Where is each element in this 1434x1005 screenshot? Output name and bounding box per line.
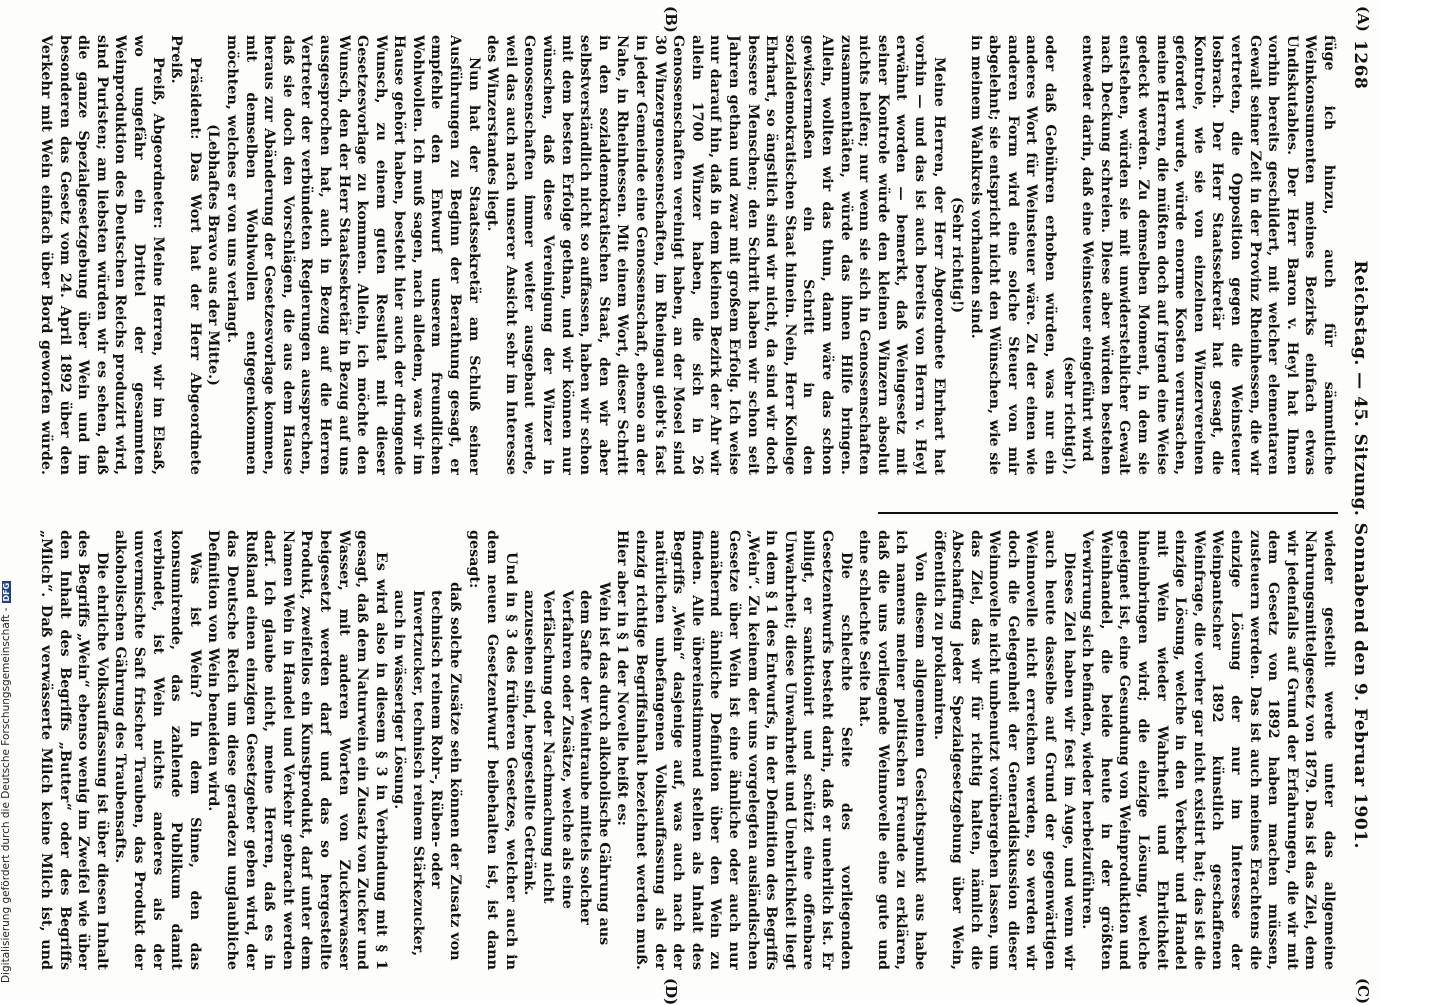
right-column-paragraph: Von diesem allgemeinen Gesichtspunkt aus habe ich namens meiner politischen Freunde zu erklären, daß die uns vorliegende Weinnovelle eine gute und eine schlechte Seite hat. bbox=[856, 530, 928, 970]
right-column-paragraph: Es wird also in diesem § 3 in Verbindung mit § 1 gesagt, daß dem Naturwein ein Zusatz von Zucker und Wasser, mit anderen Worten von Zuckerwasser beigesetzt werden darf und das so hergestellte Produkt, zweifellos ein Kunstprodukt, darf unter dem Namen Wein in Handel und Verkehr gebracht werden darf. Ich glaube nicht, meine Herren, daß es in Rußland einen einzigen Gesetzgeber geben wird, der das Deutsche Reich um diese geradezu unglaubliche Definition von Wein beneiden wird. bbox=[205, 530, 389, 970]
digitization-credit bbox=[0, 583, 16, 983]
left-column-paragraph: (Lebhaftes Bravo aus der Mitte.) bbox=[205, 124, 222, 386]
margin-marker-d: (D) bbox=[662, 978, 680, 1005]
margin-marker-b: (B) bbox=[662, 6, 680, 33]
right-column-paragraph: Die schlechte Seite des vorliegenden Gesetzentwurfs besteht darin, daß er unehrlich ist. Er billigt, er sanktionirt und schützt eine offenbare Unwahrheit; diese Unwahrheit und Unehrlichkeit liegt in dem § 1 des Entwurfs, in der Definition des Begriffs „Wein“. Zu keinem der uns vorgelegten ausländischen Gesetze über Wein ist eine ähnliche oder auch nur annähernd ähnliche Definition über den Wein zu finden. Alle übereinstimmend stellen als Inhalt des Begriffs „Wein“ dasjenige auf, was auch nach der natürlichen unbefangenen Volksauffassung als der einzig richtige Begriffsinhalt bezeichnet werden muß. Hier aber in § 1 der Novelle heißt es: bbox=[614, 530, 854, 970]
page-number: 1268 bbox=[1350, 40, 1370, 90]
margin-marker-a: (A) bbox=[1354, 6, 1372, 32]
right-column-paragraph: Die ehrliche Volksauffassung ist über diesen Inhalt des Begriffs „Wein“ ebenso wenig im Zweifel wie über den Inhalt des Begriffs „Butter“ oder des Begriffs „Milch“. Daß verwässerte Milch keine Milch ist, und bbox=[38, 530, 110, 970]
left-text-column bbox=[38, 35, 1338, 475]
running-title: Reichstag. — 45. Sitzung. Sonnabend den 9. Februar 1901. bbox=[1350, 260, 1370, 849]
right-text-column bbox=[38, 530, 1338, 970]
column-divider bbox=[878, 512, 1338, 514]
left-column-paragraph: Nun hat der Staatssekretär am Schluß seiner Ausführungen zu Beginn der Berathung gesagt, er empfehle den Entwurf unserem freundlichen Wohlwollen. Ich muß sagen, nach alledem, was wir im Hause gehört haben, besteht hier auch der dringende Wunsch, zu einem guten Resultat mit dieser Gesetzesvorlage zu kommen. Allein, ich möchte den Wunsch, den der Herr Staatssekretär in Bezug auf uns ausgesprochen hat, auch in Bezug auf die Herren Vertreter der verbündeten Regierungen aussprechen, daß sie doch den Vorschlägen, die aus dem Hause heraus zur Abänderung der Gesetzesvorlage kommen, mit demselben Wohlwollen entgegenkommen möchten, welches er von uns verlangt. bbox=[223, 35, 482, 475]
right-column-paragraph: daß solche Zusätze sein können der Zusatz von technisch reinem Rohr-, Rüben- oder Invertzucker, technisch reinem Stärkezucker, auch in wässeriger Lösung. bbox=[391, 582, 464, 961]
left-column-paragraph: Präsident: Das Wort hat der Herr Abgeordnete Preiß. bbox=[168, 35, 203, 475]
credit-text: Digitalisierung gefördert durch die Deutsche Forschungsgemeinschaft - bbox=[0, 607, 12, 983]
right-column-paragraph: Was ist Wein? In dem Sinne, den das konsumirende, das zahlende Publikum damit verbindet, ist Wein nichts anderes als der unvermischte Saft frischer Trauben, das Produkt der alkoholischen Gährung des Traubensafts. bbox=[112, 530, 203, 970]
left-column-paragraph: füge ich hinzu, auch für sämmtliche Weinkonsumenten meines Bezirks einfach etwas Undiskutables. Der Herr Baron v. Heyl hat Ihnen vorhin bereits geschildert, mit welcher elementaren Gewalt seiner Zeit in der Provinz Rheinhessen, die wir vertreten, die Opposition gegen die Weinsteuer losbrach. Der Herr Staatssekretär hat gesagt, die Kontrole, wie sie von einzelnen Winzervereinen gefordert wurde, würde enorme Kosten verursachen, meine Herren, die müßten doch auf irgend eine Weise gedeckt werden. Zu demselben Moment, in dem sie entstehen, würden sie mit unwiderstehlicher Gewalt nach Deckung schreien. Diese aber würden bestehen entweder darin, daß eine Weinsteuer eingeführt wird bbox=[1079, 35, 1337, 475]
right-column-paragraph: wieder gestellt werde unter das allgemeine Nahrungsmittelgesetz von 1879. Das ist das Ziel, dem wir jedenfalls auf Grund der Erfahrungen, die wir mit dem Gesetz von 1892 haben machen müssen, zusteuern werden. Das ist auch meines Erachtens die einzige Lösung der nur im Interesse der Weinpantscher 1892 künstlich geschaffenen Weinfrage, die vorher gar nicht existirt hat; das ist die einzige Lösung, welche in den Verkehr und Handel mit Wein wieder Wahrheit und Ehrlichkeit hineinbringen wird; die einzige Lösung, welche geeignet ist, eine Gesundung von Weinproduktion und Weinhandel, die beide heute in der größten Verwirrung sich befinden, wieder herbeizuführen. bbox=[1079, 530, 1337, 970]
left-column-paragraph: (Sehr richtig!) bbox=[949, 196, 966, 314]
margin-marker-c: (C) bbox=[1354, 978, 1372, 1005]
right-column-paragraph: Wein ist das durch alkoholische Gährung aus dem Safte der Weintraube mittels solcher Verfahren oder Zusätze, welche als eine Verfälschung oder Nachmachung nicht anzusehen sind, hergestellte Getränk. bbox=[521, 582, 612, 946]
left-column-paragraph: Meine Herren, der Herr Abgeordnete Ehrhart hat vorhin — und das ist auch bereits von Herrn v. Heyl erwähnt worden — bemerkt, daß Weingesetz mit seiner Kontrole würde den kleinen Winzern absolut nichts helfen; nur wenn sie sich in Genossenschaften zusammenthäten, würde das ihnen Hilfe bringen. Allein, wollten wir das thun, dann wäre das schon gewissermaßen ein Schritt in den sozialdemokratischen Staat hinein. Nein, Herr Kollege Ehrhart, so ängstlich sind wir nicht, da sind wir doch bessere Menschen; den Schritt haben wir schon seit Jahren gethan und zwar mit großem Erfolg. Ich weise nur darauf hin, daß in dem kleinen Bezirk der Ahr wir allein 1700 Winzer haben, die sich in 26 Genossenschaften vereinigt haben, an der Mosel sind 30 Winzergenossenschaften, im Rheingau giebt's fast in jeder Gemeinde eine Genossenschaft, ebenso an der Nahe, in Rheinhessen. Mit einem Wort, dieser Schritt in den sozialdemokratischen Staat, den wir aber selbstverständlich nicht so auffassen, haben wir schon mit dem besten Erfolge gethan, und wir können nur wünschen, daß diese Vereinigung der Winzer in Genossenschaften immer weiter ausgebaut werde, weil das auch nach unserer Ansicht sehr im Interesse des Winzerstandes liegt. bbox=[484, 35, 947, 475]
left-column-paragraph: Preiß, Abgeordneter: Meine Herren, wir im Elsaß, wo ungefähr ein Drittel der gesammten Weinproduktion des Deutschen Reichs produzirt wird, sind Puristen; am liebsten würden wir es sehen, daß die ganze Spezialgesetzgebung über Wein und im besonderen das Gesetz vom 24. April 1892 über den Verkehr mit Wein einfach über Bord geworfen würde. bbox=[38, 35, 166, 475]
right-column-paragraph: Dieses Ziel haben wir fest im Auge, und wenn wir auch heute dasselbe auf Grund der gegenwärtigen Weinnovelle nicht erreichen werden, so werden wir doch die Gelegenheit der Generaldiskussion dieser Weinnovelle nicht unbenutzt vorübergehen lassen, um das Ziel, das wir für richtig halten, nämlich die Abschaffung jeder Spezialgesetzgebung über Wein, öffentlich zu proklamiren. bbox=[930, 530, 1077, 970]
page-header bbox=[1344, 40, 1376, 960]
left-column-paragraph: (sehr richtig!), bbox=[1060, 356, 1077, 475]
dfg-logo: DFG bbox=[2, 582, 11, 602]
left-column-paragraph: oder daß Gebühren erhoben würden, was nur ein anderes Wort für Weinsteuer wäre. Zu der einen wie anderen Form wird eine solche Steuer von mir abgelehnt; sie entspricht nicht den Wünschen, wie sie in meinem Wahlkreis vorhanden sind. bbox=[967, 35, 1059, 475]
right-column-paragraph: Und in § 3 des früheren Gesetzes, welcher auch in dem neuen Gesetzentwurf beibehalten ist, ist dann gesagt: bbox=[465, 530, 519, 970]
